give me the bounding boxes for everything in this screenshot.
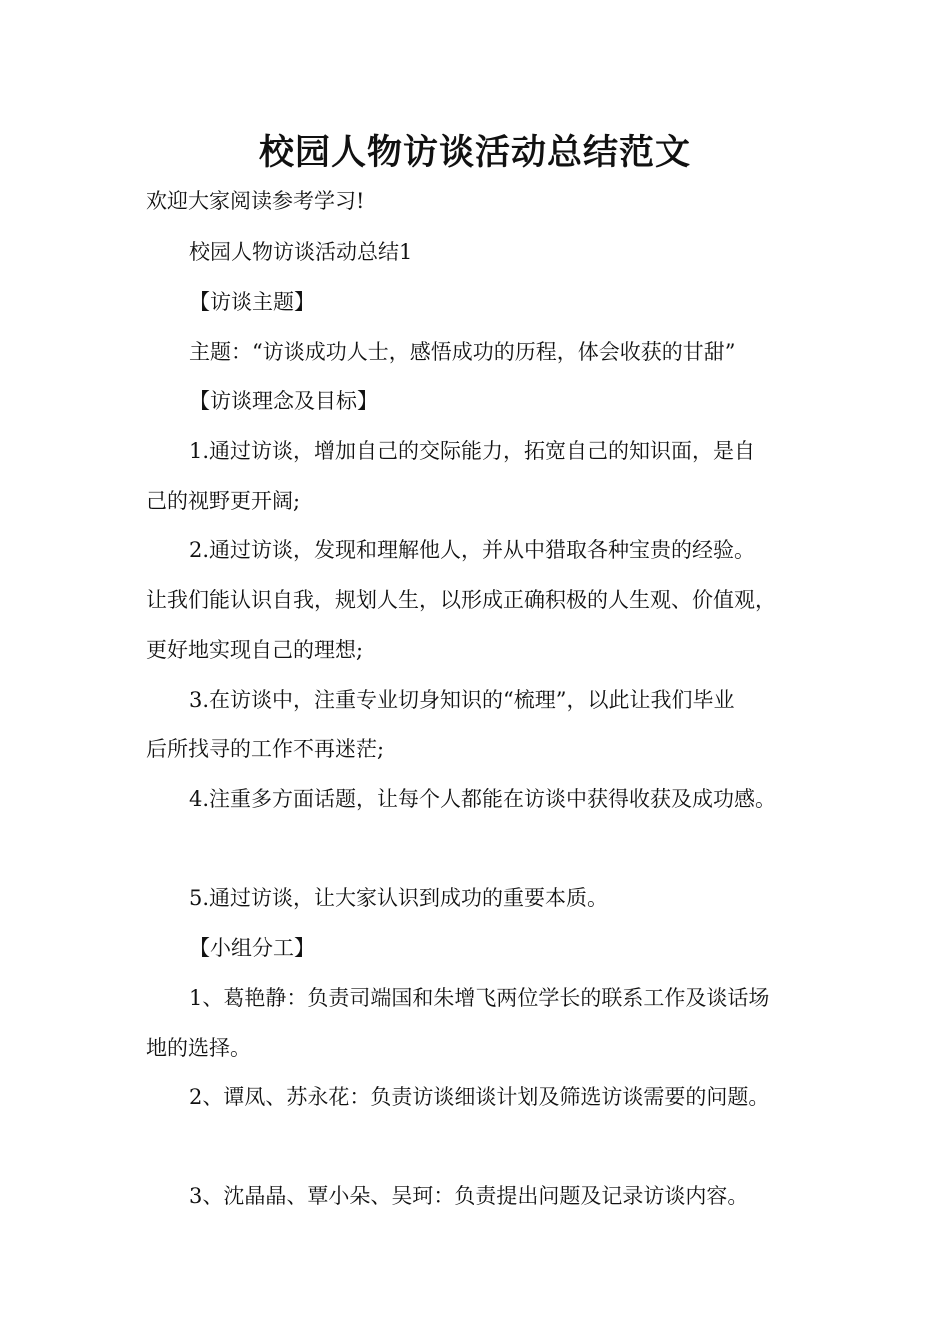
subheading-division: 【小组分工】 xyxy=(189,936,315,960)
goal-1-line-1: 1.通过访谈，增加自己的交际能力，拓宽自己的知识面，是自 xyxy=(189,439,756,463)
goal-2-line-3: 更好地实现自己的理想; xyxy=(146,638,364,662)
subheading-theme: 【访谈主题】 xyxy=(189,290,315,314)
task-2-line: 2、谭凤、苏永花：负责访谈细谈计划及筛选访谈需要的问题。 xyxy=(189,1085,770,1109)
theme-paragraph: 主题：“访谈成功人士，感悟成功的历程，体会收获的甘甜” xyxy=(189,340,736,364)
goal-3-line-1: 3.在访谈中，注重专业切身知识的“梳理”，以此让我们毕业 xyxy=(189,688,735,712)
goal-5-line: 5.通过访谈，让大家认识到成功的重要本质。 xyxy=(189,886,609,910)
welcome-line: 欢迎大家阅读参考学习! xyxy=(146,189,365,213)
goal-1-line-2: 己的视野更开阔; xyxy=(146,489,301,513)
task-1-line-2: 地的选择。 xyxy=(146,1036,251,1060)
task-1-line-1: 1、葛艳静：负责司端国和朱增飞两位学长的联系工作及谈话场 xyxy=(189,986,770,1010)
goal-2-line-1: 2.通过访谈，发现和理解他人，并从中猎取各种宝贵的经验。 xyxy=(189,538,756,562)
task-3-line: 3、沈晶晶、覃小朵、吴珂：负责提出问题及记录访谈内容。 xyxy=(189,1184,749,1208)
subheading-goals: 【访谈理念及目标】 xyxy=(189,389,378,413)
goal-2-line-2: 让我们能认识自我，规划人生，以形成正确积极的人生观、价值观， xyxy=(146,588,776,612)
document-title: 校园人物访谈活动总结范文 xyxy=(258,133,691,173)
goal-4-line: 4.注重多方面话题，让每个人都能在访谈中获得收获及成功感。 xyxy=(189,787,777,811)
goal-3-line-2: 后所找寻的工作不再迷茫; xyxy=(146,737,385,761)
section-heading: 校园人物访谈活动总结1 xyxy=(189,240,413,264)
